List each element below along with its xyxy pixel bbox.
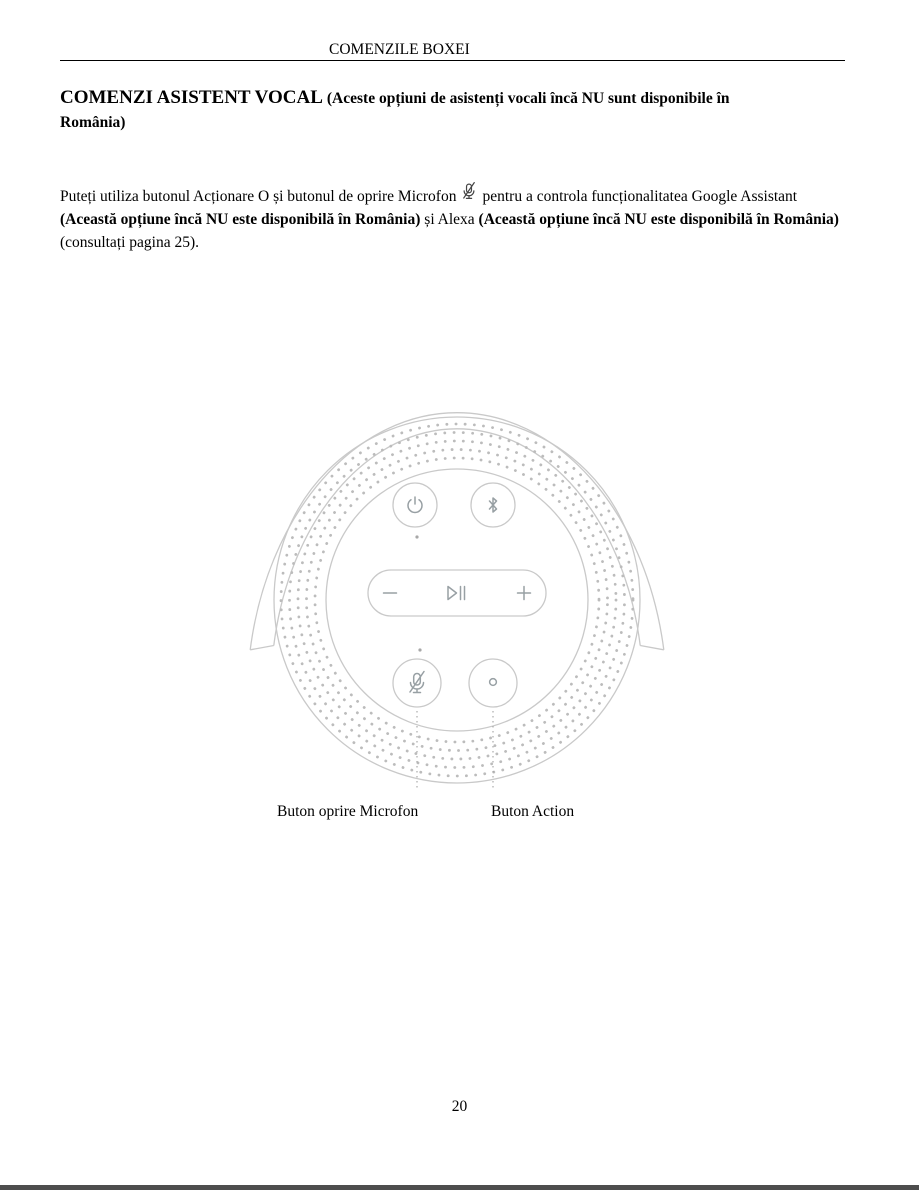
- header-rule-right: [471, 40, 845, 61]
- bluetooth-button: [471, 483, 515, 527]
- paragraph-segment: Puteți utiliza butonul Acționare O și butonul de oprire Microfon: [60, 187, 457, 205]
- play-pause-icon: [448, 587, 465, 600]
- speaker-top-view-figure: [190, 298, 720, 798]
- mic-off-icon: [460, 182, 478, 202]
- paragraph-segment: (consultați pagina 25).: [60, 233, 200, 251]
- paragraph-segment: și Alexa: [424, 210, 475, 228]
- section-heading: [60, 86, 860, 135]
- status-dot: [415, 535, 418, 538]
- section-heading-subtitle-line1: (Aceste opțiuni de asistenți vocali încă NU sunt disponibile în: [326, 90, 730, 107]
- action-button: [469, 659, 517, 707]
- paragraph-segment-bold: (Această opțiune încă NU este disponibilă în România): [60, 210, 421, 228]
- power-icon: [408, 497, 422, 513]
- figure-label-action: Buton Action: [491, 803, 575, 820]
- figure-label-mic: Buton oprire Microfon: [277, 803, 419, 820]
- volume-up-icon: [518, 587, 531, 600]
- header-rule-left: [60, 40, 328, 61]
- body-paragraph: [60, 182, 852, 254]
- mic-off-button: [393, 659, 441, 707]
- page-header: [60, 40, 845, 61]
- mic-off-icon: [410, 672, 424, 693]
- control-plate-outline: [326, 469, 588, 731]
- action-dot-icon: [490, 679, 497, 686]
- paragraph-segment: pentru a controla funcționalitatea Google Assistant: [482, 187, 798, 205]
- bluetooth-icon: [490, 498, 497, 512]
- speaker-grille-dots: [281, 424, 633, 776]
- paragraph-segment-bold: (Această opțiune încă NU este disponibilă în România): [478, 210, 839, 228]
- section-heading-title: COMENZI ASISTENT VOCAL: [60, 87, 323, 108]
- status-dot: [418, 648, 421, 651]
- section-heading-subtitle-line2: România): [60, 114, 126, 131]
- page-number: 20: [451, 1098, 468, 1115]
- power-button: [393, 483, 437, 527]
- page-bottom-edge: [0, 1185, 919, 1190]
- volume-play-pill: [368, 570, 546, 616]
- header-title: COMENZILE BOXEI: [328, 40, 471, 61]
